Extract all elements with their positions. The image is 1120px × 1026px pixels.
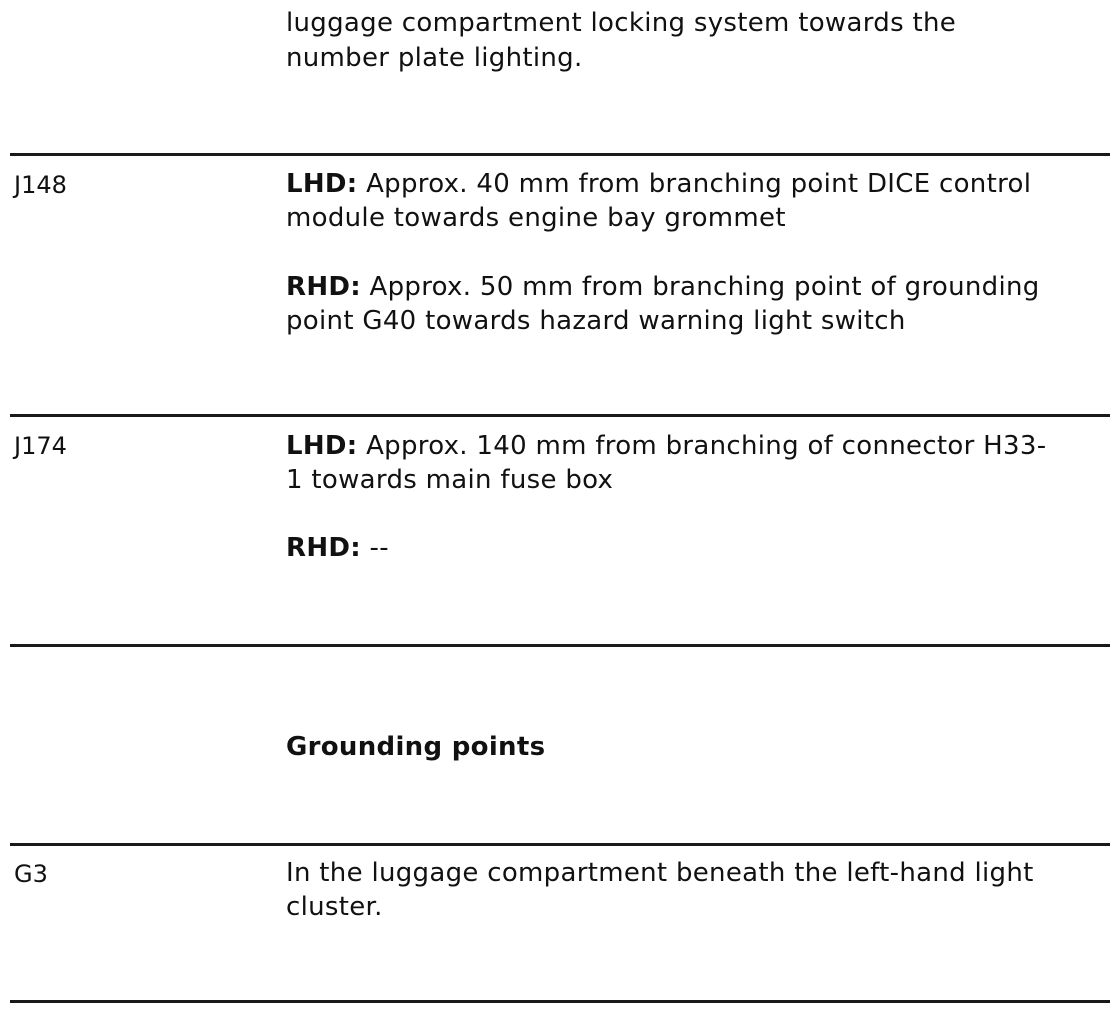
component-code-j148: J148 xyxy=(14,171,67,199)
g3-line-1: In the luggage compartment beneath the left-hand light xyxy=(286,858,1034,888)
lhd-label: LHD: xyxy=(286,169,358,199)
intro-line-2: number plate lighting. xyxy=(286,43,583,73)
table-divider xyxy=(10,843,1110,846)
j174-rhd-text: -- xyxy=(360,533,389,563)
component-code-j174: J174 xyxy=(14,432,67,460)
table-divider xyxy=(10,153,1110,156)
j148-rhd-line-2: point G40 towards hazard warning light switch xyxy=(286,306,906,336)
lhd-label: LHD: xyxy=(286,431,358,461)
j174-lhd-text: Approx. 140 mm from branching of connector H33- xyxy=(357,431,1047,461)
rhd-label: RHD: xyxy=(286,533,361,563)
intro-line-1: luggage compartment locking system towards the xyxy=(286,8,957,38)
j174-lhd-line-1 xyxy=(286,429,1046,463)
j148-lhd-line-1 xyxy=(286,167,1031,201)
j148-rhd-line-1 xyxy=(286,270,1040,304)
j148-lhd-line-2: module towards engine bay grommet xyxy=(286,203,786,233)
table-divider xyxy=(10,1000,1110,1003)
grounding-code-g3: G3 xyxy=(14,860,48,888)
table-divider xyxy=(10,644,1110,647)
table-divider xyxy=(10,414,1110,417)
j174-lhd-line-2: 1 towards main fuse box xyxy=(286,465,614,495)
rhd-label: RHD: xyxy=(286,272,361,302)
j174-rhd-line-1 xyxy=(286,531,389,565)
j148-rhd-text: Approx. 50 mm from branching point of grounding xyxy=(360,272,1040,302)
g3-line-2: cluster. xyxy=(286,892,383,922)
section-heading-grounding-points: Grounding points xyxy=(286,732,546,762)
j148-lhd-text: Approx. 40 mm from branching point DICE control xyxy=(357,169,1032,199)
